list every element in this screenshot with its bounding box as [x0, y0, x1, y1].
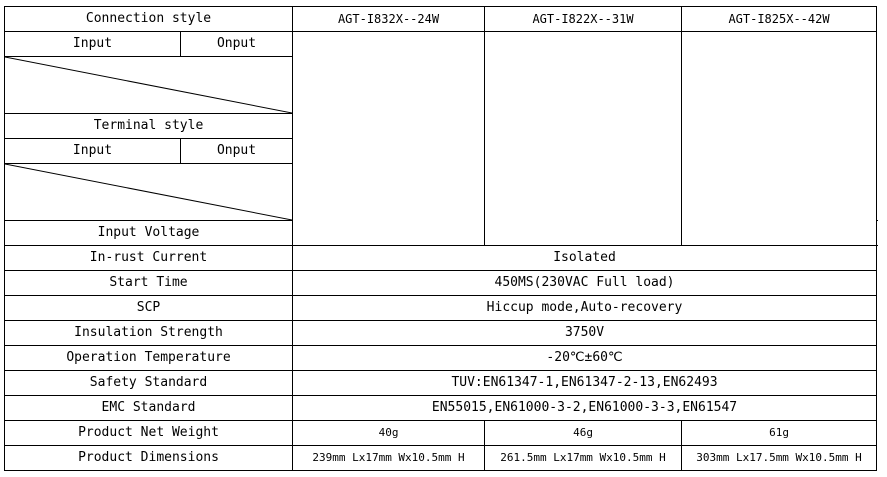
wiring-diagonal-cell	[5, 57, 293, 114]
diagonal-line	[5, 57, 292, 113]
model-header-2: AGT-I822X--31W	[485, 7, 682, 32]
weight-value-2: 46g	[485, 421, 682, 446]
dimensions-value-2: 261.5mm Lx17mm Wx10.5mm H	[485, 446, 682, 471]
spec-value-emc-standard: EN55015,EN61000-3-2,EN61000-3-3,EN61547	[293, 396, 877, 421]
model-header-3: AGT-I825X--42W	[682, 7, 877, 32]
spec-label-insulation-strength: Insulation Strength	[5, 321, 293, 346]
spec-label-safety-standard: Safety Standard	[5, 371, 293, 396]
spec-table	[4, 6, 877, 471]
spec-label-scp: SCP	[5, 296, 293, 321]
terminal-input-label: Input	[5, 139, 181, 164]
connection-style-header: Connection style	[5, 7, 293, 32]
spec-value-start-time: 450MS(230VAC Full load)	[293, 271, 877, 296]
dimensions-value-3: 303mm Lx17.5mm Wx10.5mm H	[682, 446, 877, 471]
model-1-diagram-cell	[293, 32, 485, 246]
spec-label-input-voltage: Input Voltage	[5, 221, 293, 246]
spec-label-emc-standard: EMC Standard	[5, 396, 293, 421]
terminal-style-label: Terminal style	[5, 114, 293, 139]
diagonal-line	[5, 164, 292, 220]
spec-label-operation-temperature: Operation Temperature	[5, 346, 293, 371]
weight-value-3: 61g	[682, 421, 877, 446]
output-label: Onput	[181, 32, 293, 57]
weight-value-1: 40g	[293, 421, 485, 446]
spec-value-safety-standard: TUV:EN61347-1,EN61347-2-13,EN62493	[293, 371, 877, 396]
model-2-diagram-cell	[485, 32, 682, 246]
spec-label-start-time: Start Time	[5, 271, 293, 296]
terminal-output-label: Onput	[181, 139, 293, 164]
dimensions-value-1: 239mm Lx17mm Wx10.5mm H	[293, 446, 485, 471]
terminal-diagonal-cell	[5, 164, 293, 221]
dimensions-label: Product Dimensions	[5, 446, 293, 471]
input-label: Input	[5, 32, 181, 57]
spec-value-insulation-strength: 3750V	[293, 321, 877, 346]
model-header-1: AGT-I832X--24W	[293, 7, 485, 32]
spec-label-inrush-current: In-rust Current	[5, 246, 293, 271]
weight-label: Product Net Weight	[5, 421, 293, 446]
spec-value-inrush-current: Isolated	[293, 246, 877, 271]
spec-value-scp: Hiccup mode,Auto-recovery	[293, 296, 877, 321]
spec-value-operation-temperature: -20℃±60℃	[293, 346, 877, 371]
model-3-diagram-cell	[682, 32, 877, 246]
